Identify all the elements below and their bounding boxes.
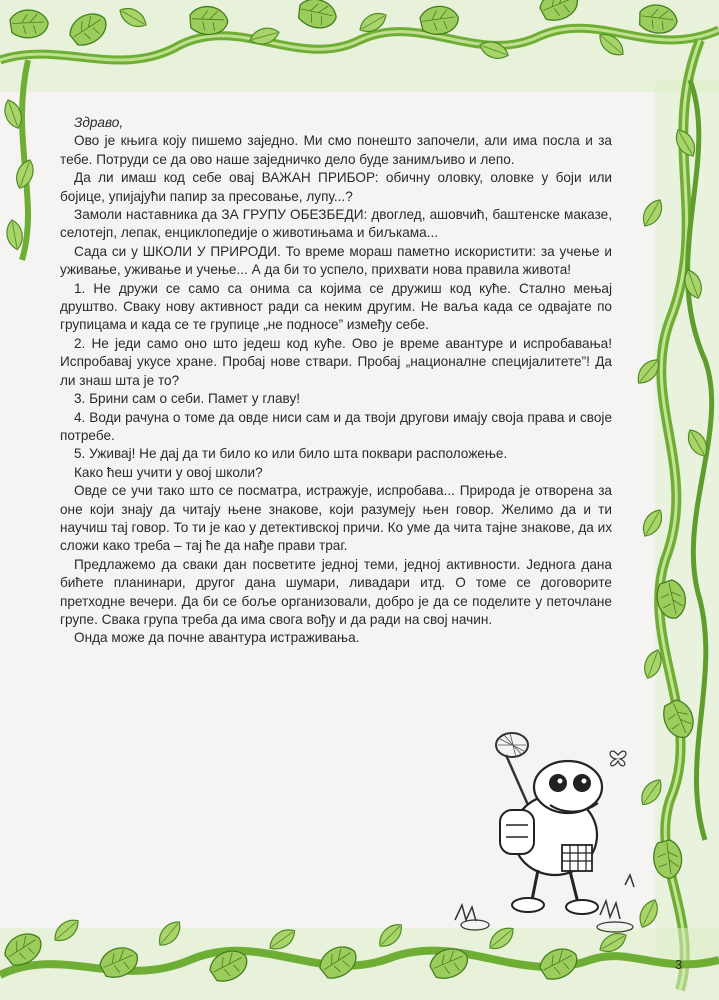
rule-2: 2. Не једи само оно што једеш код куће. Ово је време авантуре и испробавања! Испробавај укусе хране. Пробај нове ствари. Пробај „националне специјалитете”! Да ли знаш шта је то? xyxy=(60,335,612,388)
letter-body xyxy=(60,114,612,648)
school-in-nature-paragraph: Сада си у ШКОЛИ У ПРИРОДИ. То време мораш паметно искористити: за учење и уживање, уживање и учење... А да би то успело, прихвати нова правила живота! xyxy=(60,243,612,278)
closing-line: Онда може да почне авантура истраживања. xyxy=(74,630,360,646)
suggestion-paragraph: Предлажемо да сваки дан посветите једној теми, једној активности. Једнога дана бићете планинари, другог дана шумари, ливадари итд. О томе се договорите претходне вечери. Да би се боље организовали, добро је да се поделите у петочлане групе. Свака група треба да има свога вођу и да ради на свој начин. xyxy=(60,556,612,627)
intro-paragraph: Ово је књига коју пишемо заједно. Ми смо понешто започели, али има посла и за тебе. Потруди се да ово наше заједничко дело буде занимљиво и лепо. xyxy=(60,133,612,167)
learning-question: Како ћеш учити у овој школи? xyxy=(74,464,263,480)
page-number: 3 xyxy=(675,957,683,972)
greeting: Здраво, xyxy=(74,115,124,130)
explorer-mascot-illustration xyxy=(450,725,650,935)
rule-3: 3. Брини сам о себи. Памет у главу! xyxy=(74,391,301,407)
group-supplies-paragraph: Замоли наставника да ЗА ГРУПУ ОБЕЗБЕДИ: двоглед, ашовчић, баштенске маказе, селотејп, лепак, енциклопедије о животињама и биљкама... xyxy=(60,207,612,241)
rule-4: 4. Води рачуна о томе да овде ниси сам и да твоји другови имају своја права и своје потребе. xyxy=(60,409,612,443)
rule-5: 5. Уживај! Не дај да ти било ко или било шта поквари расположење. xyxy=(74,446,508,462)
supplies-paragraph: Да ли имаш код себе овај ВАЖАН ПРИБОР: обичну оловку, оловке у боји или бојице, упијајући папир за пресовање, лупу...? xyxy=(60,170,612,204)
learning-answer: Овде се учи тако што се посматра, истражује, испробава... Природа је отворена за оне који знају да читају њене знакове, који разумеју њен говор. Желимо да и ти научиш тај говор. То ти је као у детективској причи. Ко уме да чита тајне знакове, да их сложи како треба – тај ће да нађе прави траг. xyxy=(60,483,612,554)
rule-1: 1. Не дружи се само са онима са којима се дружиш код куће. Стално мењај друштво. Сваку нову активност ради са неким другим. Не ваља када се одвајате по групицама и када се те групице „не подносе” између себе. xyxy=(60,280,612,333)
